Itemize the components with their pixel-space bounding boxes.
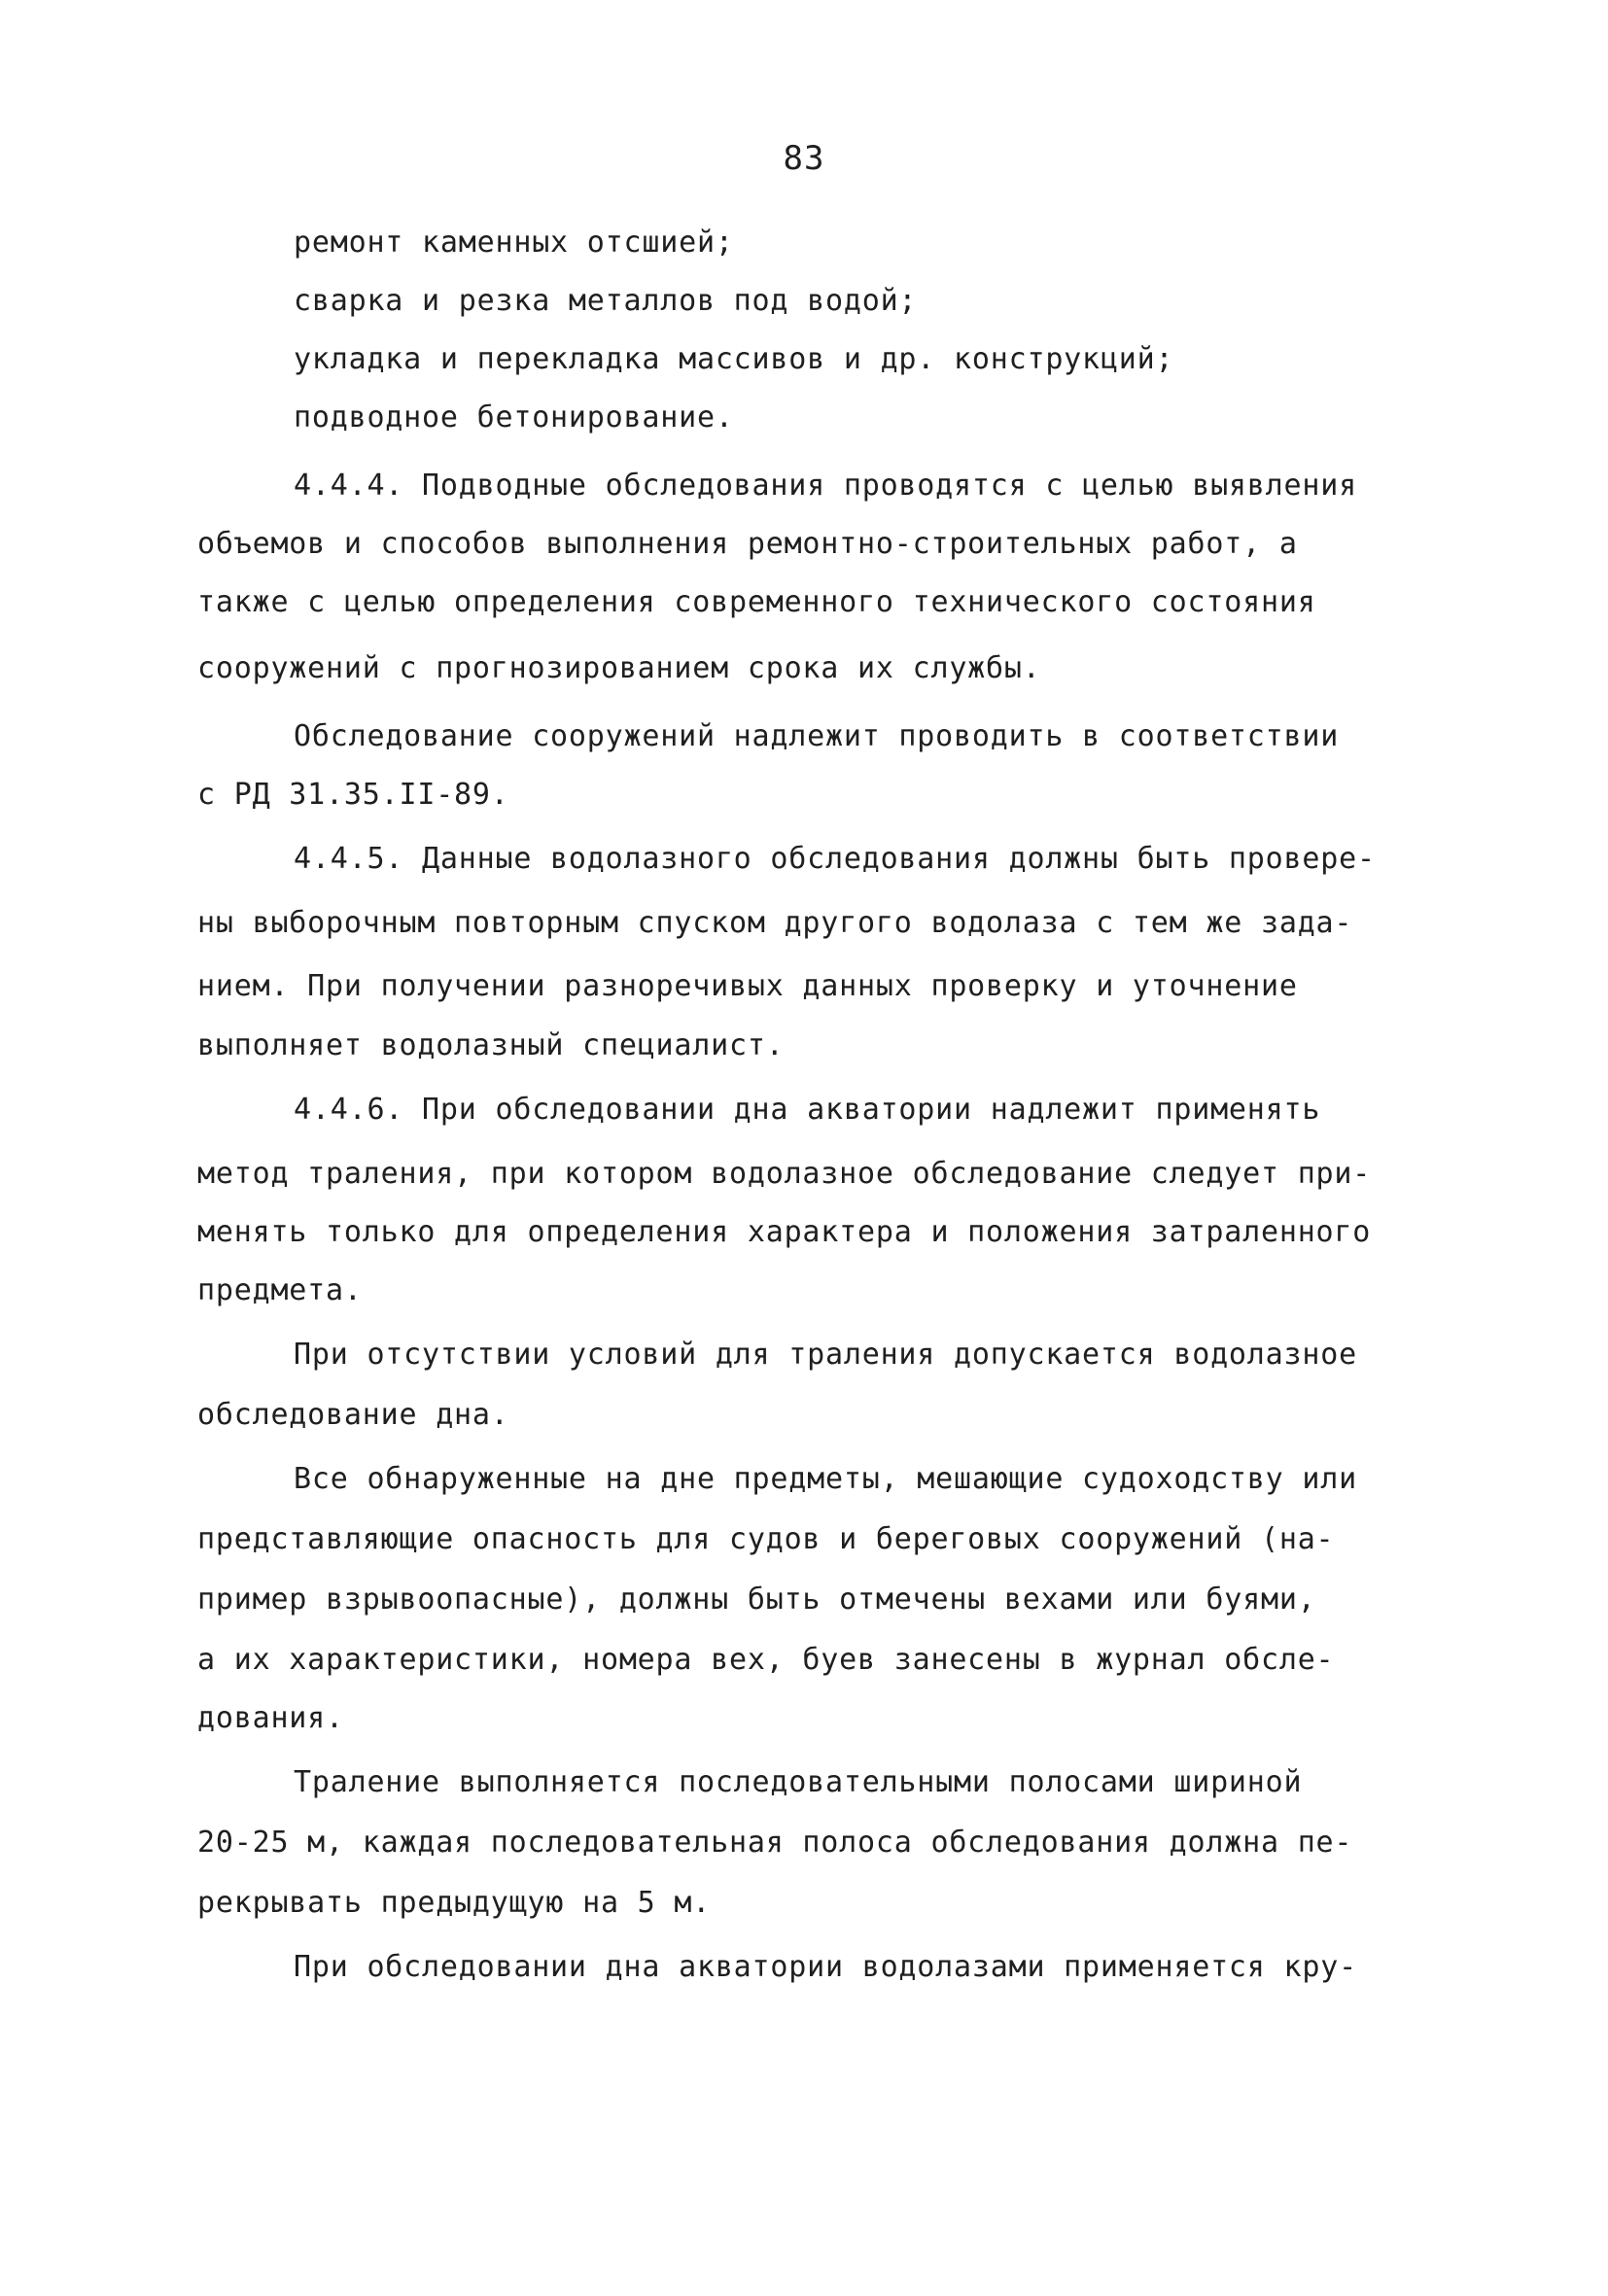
text-line: 4.4.4. Подводные обследования проводятся с целью выявления bbox=[294, 469, 1357, 503]
text-line: дования. bbox=[197, 1701, 344, 1735]
text-line: сооружений с прогнозированием срока их службы. bbox=[197, 651, 1041, 685]
text-line: рекрывать предыдущую на 5 м. bbox=[197, 1886, 712, 1920]
text-line: При обследовании дна акватории водолазами применяется кру- bbox=[294, 1950, 1357, 1984]
text-line: 4.4.6. При обследовании дна акватории надлежит применять bbox=[294, 1093, 1321, 1127]
text-line: пример взрывоопасные), должны быть отмечены вехами или буями, bbox=[197, 1583, 1316, 1617]
text-line: также с целью определения современного технического состояния bbox=[197, 585, 1316, 619]
text-line: подводное бетонирование. bbox=[294, 400, 734, 435]
text-line: объемов и способов выполнения ремонтно-строительных работ, а bbox=[197, 527, 1298, 561]
text-line: обследование дна. bbox=[197, 1398, 509, 1432]
text-line: представляющие опасность для судов и береговых сооружений (на- bbox=[197, 1522, 1335, 1556]
text-line: ремонт каменных отсшией; bbox=[294, 226, 734, 260]
text-line: выполняет водолазный специалист. bbox=[197, 1028, 785, 1062]
text-line: укладка и перекладка массивов и др. конструкций; bbox=[294, 342, 1174, 376]
text-line: с РД 31.35.II-89. bbox=[197, 778, 509, 812]
text-line: менять только для определения характера и положения затраленного bbox=[197, 1215, 1372, 1249]
text-line: нием. При получении разноречивых данных проверку и уточнение bbox=[197, 969, 1298, 1003]
text-line: метод траления, при котором водолазное обследование следует при- bbox=[197, 1157, 1372, 1191]
text-line: Обследование сооружений надлежит проводить в соответствии bbox=[294, 719, 1340, 753]
page-number: 83 bbox=[783, 139, 825, 178]
text-line: 4.4.5. Данные водолазного обследования должны быть провере- bbox=[294, 842, 1376, 876]
text-line: предмета. bbox=[197, 1273, 363, 1307]
text-line: При отсутствии условий для траления допускается водолазное bbox=[294, 1338, 1357, 1372]
text-line: ны выборочным повторным спуском другого водолаза с тем же зада- bbox=[197, 906, 1353, 940]
text-line: 20-25 м, каждая последовательная полоса обследования должна пе- bbox=[197, 1826, 1353, 1860]
text-line: сварка и резка металлов под водой; bbox=[294, 284, 918, 318]
text-line: Траление выполняется последовательными полосами шириной bbox=[294, 1765, 1303, 1799]
text-line: Все обнаруженные на дне предметы, мешающие судоходству или bbox=[294, 1462, 1357, 1496]
text-line: а их характеристики, номера вех, буев занесены в журнал обсле- bbox=[197, 1643, 1335, 1677]
